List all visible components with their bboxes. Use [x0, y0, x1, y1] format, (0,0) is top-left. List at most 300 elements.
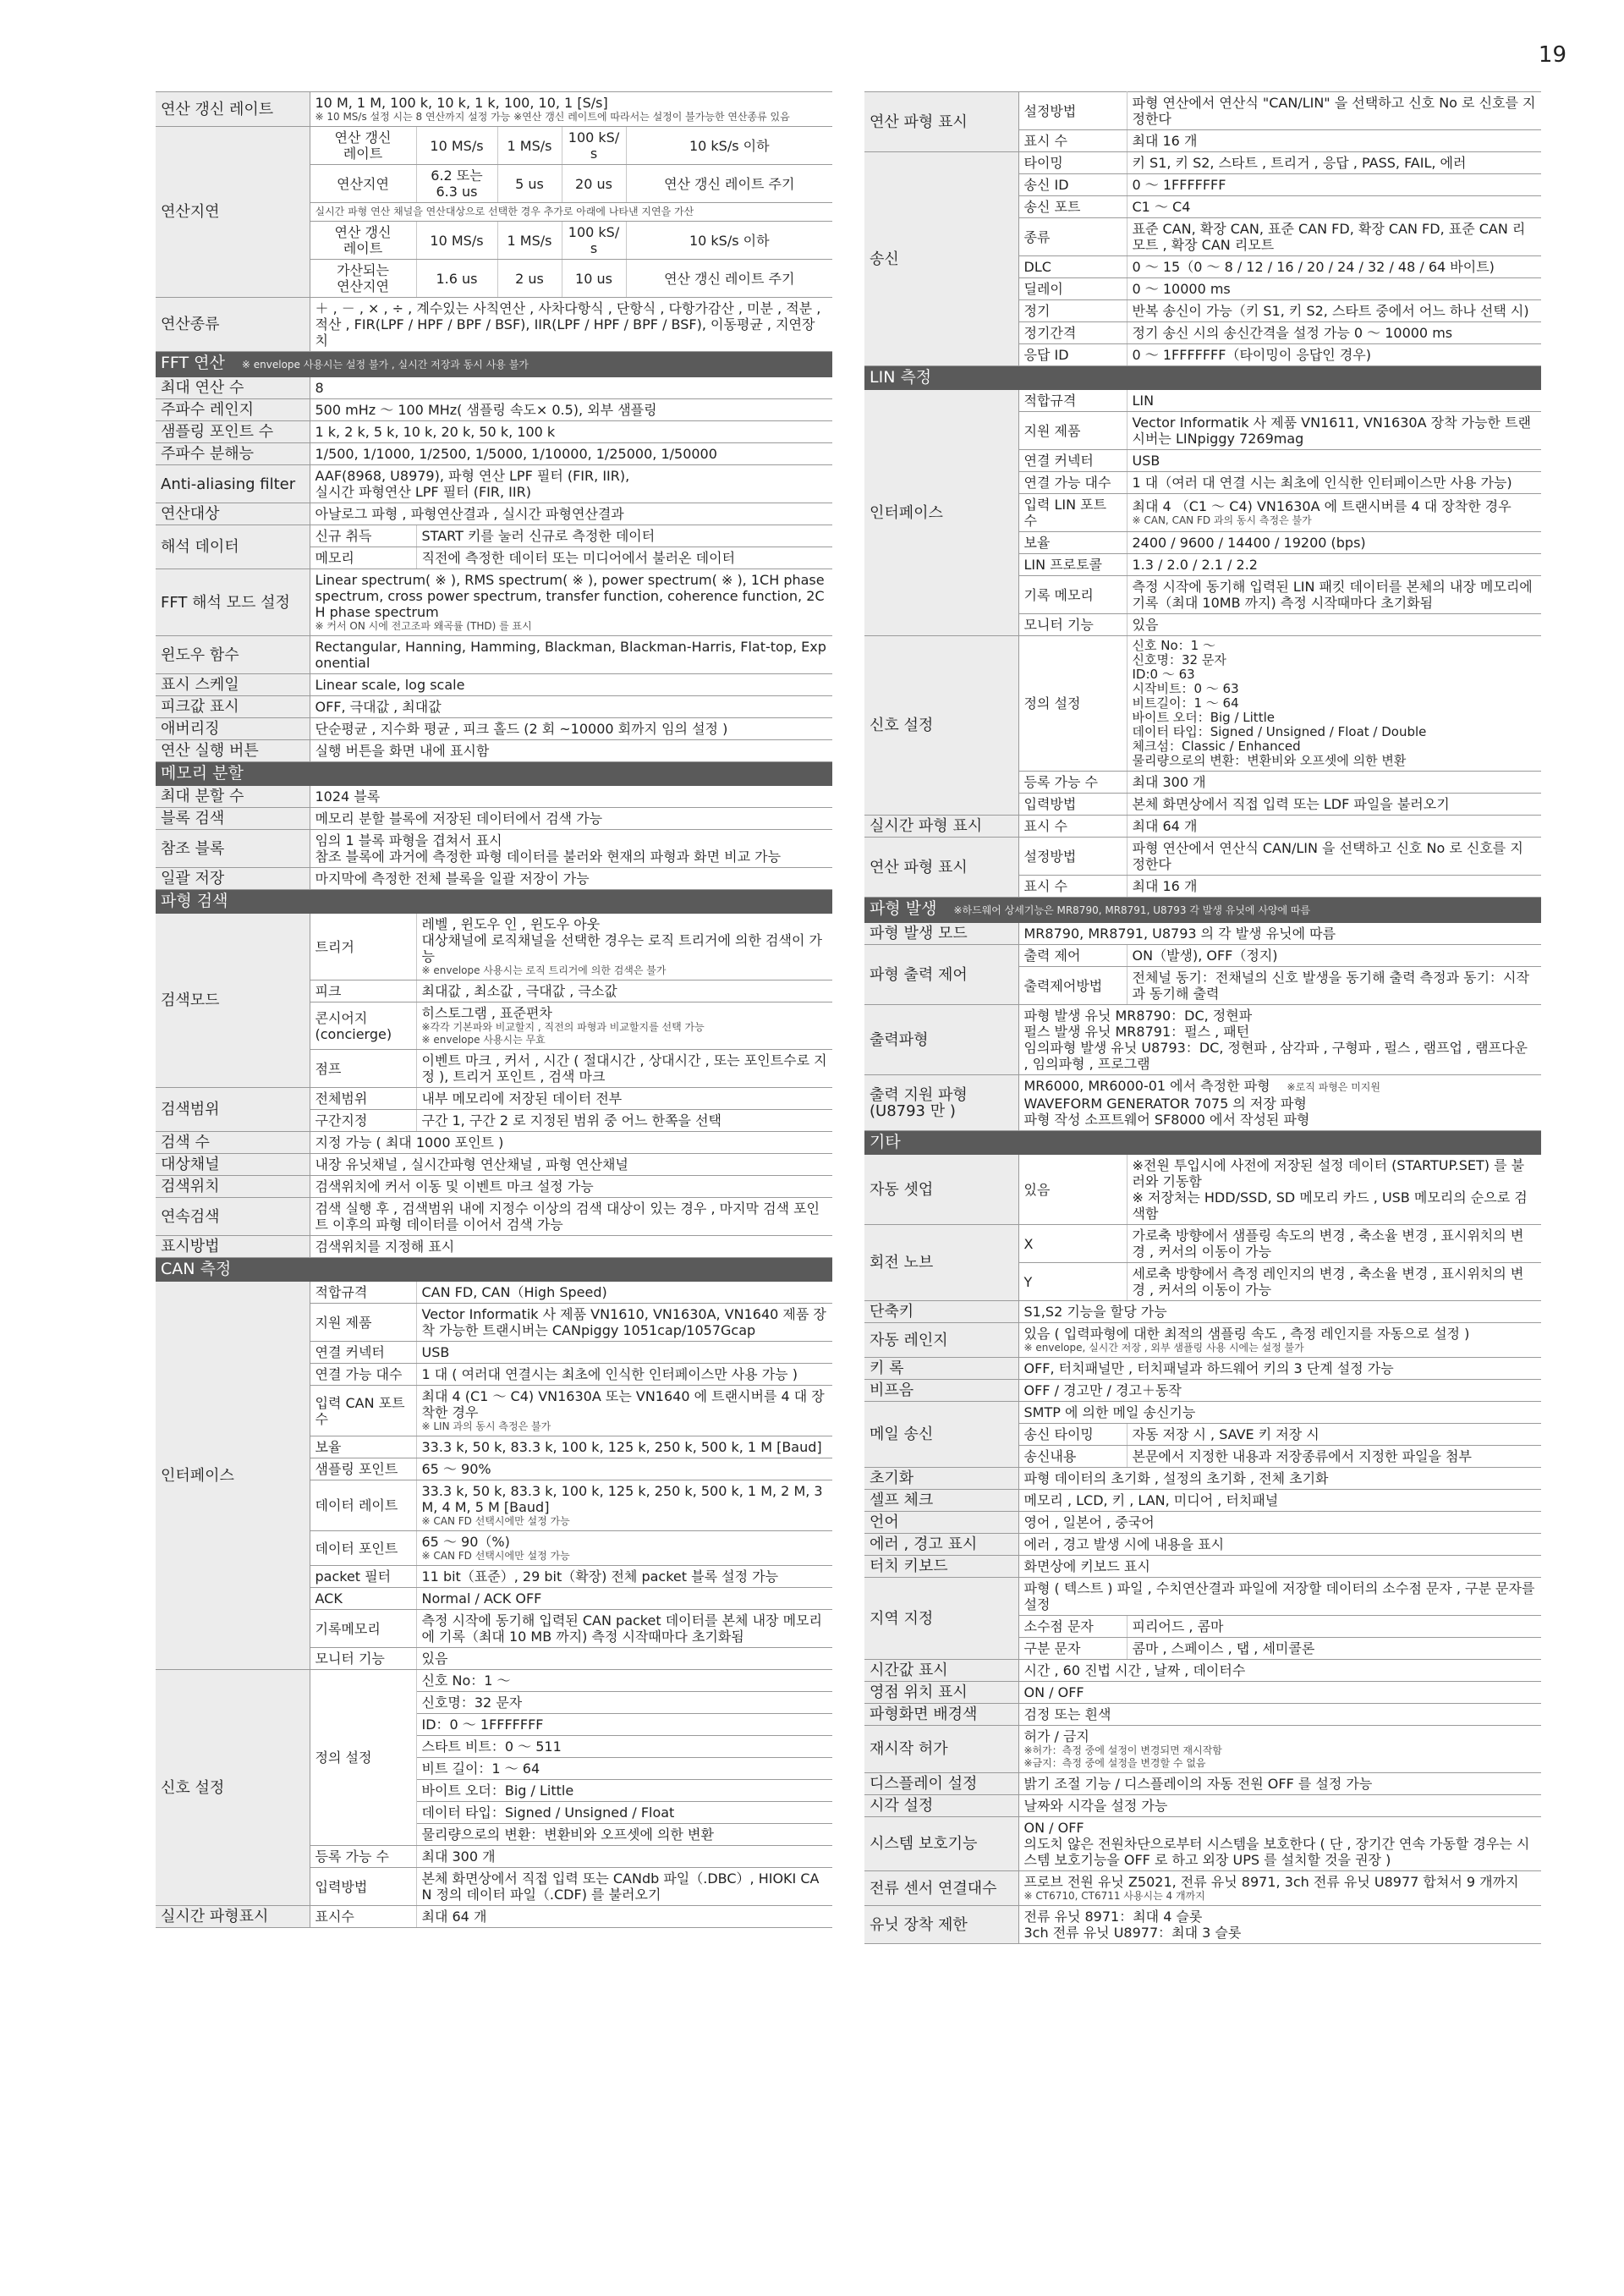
row-value: 1.3 / 2.0 / 2.1 / 2.2	[1127, 554, 1541, 576]
spec-row	[156, 868, 832, 890]
sub-label: 딜레이	[1018, 278, 1127, 300]
spec-row	[156, 914, 832, 980]
grid-header: 가산되는 연산지연	[310, 260, 416, 298]
sub-label: 정의 설정	[310, 1670, 416, 1846]
sub-label: 적합규격	[1018, 390, 1127, 412]
spec-row	[864, 1795, 1541, 1817]
note-text: ※ 커서 ON 시에 전고조파 왜곡률 (THD) 를 표시	[315, 620, 532, 632]
row-value: 0 ～ 1FFFFFFF	[1127, 174, 1541, 196]
row-value	[416, 914, 832, 980]
row-value: 날짜와 시각을 설정 가능	[1018, 1795, 1541, 1817]
row-label: 대상채널	[156, 1154, 310, 1176]
row-value: 1 대（여러 대 연결 시는 최초에 인식한 인터페이스만 사용 가능)	[1127, 472, 1541, 494]
spec-row	[864, 1155, 1541, 1225]
spec-row	[156, 525, 832, 547]
section-title: LIN 측정	[864, 366, 1541, 390]
row-label: 자동 레인지	[864, 1323, 1018, 1358]
row-label: 블록 검색	[156, 808, 310, 830]
row-value: 측정 시작에 동기해 입력된 LIN 패킷 데이터를 본체의 내장 메모리에 기록（최대 10MB 까지) 측정 시작때마다 초기화됨	[1127, 576, 1541, 614]
row-value: LIN	[1127, 390, 1541, 412]
grid-cell: 10 MS/s	[416, 127, 497, 165]
value-text: 프로브 전원 유닛 Z5021, 전류 유닛 8971, 3ch 전류 유닛 U8977 합쳐서 9 개까지	[1023, 1874, 1519, 1890]
row-value: 메모리 분할 블록에 저장된 데이터에서 검색 가능	[310, 808, 832, 830]
spec-row	[864, 1578, 1541, 1616]
spec-row	[864, 945, 1541, 967]
grid-header: 연산 갱신 레이트	[310, 222, 416, 260]
row-value: ※전원 투입시에 사전에 저장된 설정 데이터 (STARTUP.SET) 를 불러와 기동함 ※ 저장처는 HDD/SSD, SD 메모리 카드 , USB 메모리의 순으로 검색함	[1127, 1155, 1541, 1225]
grid-header: 연산지연	[310, 165, 416, 203]
row-value: 마지막에 측정한 전체 블록을 일괄 저장이 가능	[310, 868, 832, 890]
row-value: AAF(8968, U8979), 파형 연산 LPF 필터 (FIR, IIR), 실시간 파형연산 LPF 필터 (FIR, IIR)	[310, 465, 832, 503]
grid-cell: 20 us	[562, 165, 626, 203]
grid-cell: 1 MS/s	[497, 127, 562, 165]
section-note: ※ envelope 사용시는 설정 불가 , 실시간 저장과 동시 사용 불가	[241, 359, 529, 371]
section-title-text: FFT 연산	[161, 354, 225, 372]
row-label: 파형 출력 제어	[864, 945, 1018, 1005]
sub-label: 보율	[1018, 532, 1127, 554]
row-value: ON / OFF	[1018, 1682, 1541, 1704]
row-label: 단축키	[864, 1301, 1018, 1323]
section-title	[156, 352, 832, 377]
row-label: 출력파형	[864, 1005, 1018, 1075]
sub-label: 전체범위	[310, 1088, 416, 1110]
row-value: S1,S2 기능을 할당 가능	[1018, 1301, 1541, 1323]
sub-label: 연결 가능 대수	[310, 1364, 416, 1386]
row-label: 인터페이스	[156, 1282, 310, 1670]
note-text: ※ CAN FD 선택시에만 설정 가능	[421, 1550, 570, 1562]
sub-label: 모니터 기능	[310, 1648, 416, 1670]
sub-label: 연결 커넥터	[310, 1342, 416, 1364]
row-value: 키 S1, 키 S2, 스타트 , 트리거 , 응답 , PASS, FAIL, 에러	[1127, 152, 1541, 174]
row-label: 연산 파형 표시	[864, 92, 1018, 152]
row-value: 직전에 측정한 데이터 또는 미디어에서 불러온 데이터	[416, 547, 832, 569]
value-text: MR6000, MR6000-01 에서 측정한 파형	[1023, 1078, 1270, 1094]
row-value: 11 bit（표준）, 29 bit（확장) 전체 packet 블록 설정 가능	[416, 1566, 832, 1588]
spec-row	[156, 786, 832, 808]
row-value: 본체 화면상에서 직접 입력 또는 LDF 파일을 불러오기	[1127, 794, 1541, 816]
row-value: 신호 No：1 ～ 신호명：32 문자 ID:0 ～ 63 시작비트：0 ～ 63 비트길이：1 ～ 64 바이트 오더：Big / Little 데이터 타입：Signed / Unsigned / Float / Double 체크섬：Classic / Enhanced 물리량으로의 변환：변환비와 오프셋에 의한 변환	[1127, 636, 1541, 772]
row-value: USB	[416, 1342, 832, 1364]
row-label: 셀프 체크	[864, 1490, 1018, 1512]
spec-row	[156, 503, 832, 525]
sub-label: 입력방법	[1018, 794, 1127, 816]
row-value: 데이터 타입：Signed / Unsigned / Float	[416, 1802, 832, 1824]
spec-row	[864, 1704, 1541, 1726]
row-value: 전체널 동기：전채널의 신호 발생을 동기해 출력 측정과 동기：시작과 동기해 출력	[1127, 967, 1541, 1005]
spec-row	[864, 923, 1541, 945]
row-label: 피크값 표시	[156, 696, 310, 718]
sub-label: 종류	[1018, 218, 1127, 256]
spec-row	[156, 1282, 832, 1304]
grid-cell: 100 kS/s	[562, 127, 626, 165]
row-label: 인터페이스	[864, 390, 1018, 636]
row-value: 검색 실행 후 , 검색범위 내에 지정수 이상의 검색 대상이 있는 경우 , 마지막 검색 포인트 이후의 파형 데이터를 이어서 검색 가능	[310, 1198, 832, 1236]
row-value: 신호 No：1 ～	[416, 1670, 832, 1692]
sub-label: 표시 수	[1018, 876, 1127, 898]
spec-row	[864, 1726, 1541, 1773]
row-value: Normal / ACK OFF	[416, 1588, 832, 1610]
row-label: Anti-aliasing filter	[156, 465, 310, 503]
row-value: 0 ～ 15（0 ～ 8 / 12 / 16 / 20 / 24 / 32 / 48 / 64 바이트)	[1127, 256, 1541, 278]
row-label: 연산종류	[156, 298, 310, 352]
note-text: ※ CAN, CAN FD 과의 동시 측정은 불가	[1132, 514, 1312, 526]
spec-row	[156, 465, 832, 503]
row-label: 터치 키보드	[864, 1556, 1018, 1578]
row-value: 메모리 , LCD, 키 , LAN, 미디어 , 터치패널	[1018, 1490, 1541, 1512]
row-value: 있음	[1127, 614, 1541, 636]
spec-row	[156, 421, 832, 443]
left-spec-table	[156, 91, 832, 1928]
note-text: ※ 10 MS/s 설정 시는 8 연산까지 설정 가능 ※연산 갱신 레이트에 따라서는 설정이 불가능한 연산종류 있음	[315, 111, 790, 123]
spec-row	[864, 1534, 1541, 1556]
row-value: 33.3 k, 50 k, 83.3 k, 100 k, 125 k, 250 k, 500 k, 1 M [Baud]	[416, 1436, 832, 1458]
section-header-generator	[864, 898, 1541, 923]
row-value: Linear scale, log scale	[310, 674, 832, 696]
row-label: 시간값 표시	[864, 1660, 1018, 1682]
row-label: 시스템 보호기능	[864, 1817, 1018, 1871]
sub-label: 타이밍	[1018, 152, 1127, 174]
sub-label: 설정방법	[1018, 92, 1127, 130]
spec-row	[864, 152, 1541, 174]
section-title: 파형 검색	[156, 890, 832, 914]
row-value: 실행 버튼을 화면 내에 표시함	[310, 740, 832, 762]
row-value: 내부 메모리에 저장된 데이터 전부	[416, 1088, 832, 1110]
spec-row	[156, 1906, 832, 1928]
row-value	[1018, 1075, 1541, 1131]
row-label: 비프음	[864, 1380, 1018, 1402]
sub-label: 표시 수	[1018, 816, 1127, 838]
sub-label: 신규 취득	[310, 525, 416, 547]
row-value: 파형 발생 유닛 MR8790：DC, 정현파 펄스 발생 유닛 MR8791：펄스 , 패턴 임의파형 발생 유닛 U8793：DC, 정현파 , 삼각파 , 구형파 , 펄스 , 램프업 , 램프다운 , 임의파형 , 프로그램	[1018, 1005, 1541, 1075]
row-value: OFF / 경고만 / 경고＋동작	[1018, 1380, 1541, 1402]
spec-row	[864, 838, 1541, 876]
spec-row	[864, 816, 1541, 838]
spec-row	[156, 298, 832, 352]
sub-label: 점프	[310, 1050, 416, 1088]
note-text: ※로직 파형은 미지원	[1287, 1081, 1380, 1093]
row-label: 신호 설정	[156, 1670, 310, 1906]
row-value: 최대 300 개	[1127, 772, 1541, 794]
sub-label: 설정방법	[1018, 838, 1127, 876]
row-label: 주파수 레인지	[156, 399, 310, 421]
spec-row	[156, 740, 832, 762]
value-text: 허가 / 금지	[1023, 1728, 1089, 1744]
spec-row	[156, 718, 832, 740]
spec-row	[864, 1358, 1541, 1380]
sub-label: LIN 프로토콜	[1018, 554, 1127, 576]
spec-row	[864, 636, 1541, 772]
row-label: 시각 설정	[864, 1795, 1018, 1817]
sub-label: 기록 메모리	[1018, 576, 1127, 614]
spec-row	[156, 1088, 832, 1110]
row-value	[416, 1386, 832, 1436]
spec-row	[864, 1660, 1541, 1682]
row-label: 실시간 파형표시	[156, 1906, 310, 1928]
spec-row	[864, 1075, 1541, 1131]
row-value: 65 ～ 90%	[416, 1458, 832, 1480]
row-value: 물리량으로의 변환：변환비와 오프셋에 의한 변환	[416, 1824, 832, 1846]
grid-cell: 6.2 또는 6.3 us	[416, 165, 497, 203]
sub-label: 정기	[1018, 300, 1127, 322]
row-value: 있음	[416, 1648, 832, 1670]
row-value: 파형 데이터의 초기화 , 설정의 초기화 , 전체 초기화	[1018, 1468, 1541, 1490]
spec-row	[156, 636, 832, 674]
row-label: 초기화	[864, 1468, 1018, 1490]
note-cell	[310, 203, 832, 222]
sub-label: 출력 제어	[1018, 945, 1127, 967]
row-label: 검색위치	[156, 1176, 310, 1198]
row-value: USB	[1127, 450, 1541, 472]
note-text: 실시간 파형 연산 채널을 연산대상으로 선택한 경우 추가로 아래에 나타낸 지연을 가산	[315, 206, 694, 217]
row-value: START 키를 눌러 신규로 측정한 데이터	[416, 525, 832, 547]
sub-label: 구간지정	[310, 1110, 416, 1132]
sub-label: X	[1018, 1225, 1127, 1263]
value-text: 있음 ( 입력파형에 대한 최적의 샘플링 속도 , 측정 레인지를 자동으로 설정 )	[1023, 1326, 1470, 1342]
section-header-memory	[156, 762, 832, 786]
row-value: 0 ～ 1FFFFFFF（타이밍이 응답인 경우)	[1127, 344, 1541, 366]
row-label: 파형 발생 모드	[864, 923, 1018, 945]
row-value: 측정 시작에 동기해 입력된 CAN packet 데이터를 본체 내장 메모리에 기록（최대 10 MB 까지) 측정 시작때마다 초기화됨	[416, 1610, 832, 1648]
row-value: CAN FD, CAN（High Speed)	[416, 1282, 832, 1304]
row-label: 파형화면 배경색	[864, 1704, 1018, 1726]
spec-row	[156, 1670, 832, 1692]
row-label: 전류 센서 연결대수	[864, 1871, 1018, 1906]
section-header-lin	[864, 366, 1541, 390]
value-text: WAVEFORM GENERATOR 7075 의 저장 파형 파형 작성 소프트웨어 SF8000 에서 작성된 파형	[1023, 1096, 1310, 1128]
row-value: 피리어드 , 콤마	[1127, 1616, 1541, 1638]
row-label: 유닛 장착 제한	[864, 1906, 1018, 1944]
sub-label: 샘플링 포인트	[310, 1458, 416, 1480]
section-title-text: 파형 발생	[870, 899, 937, 918]
row-value: 전류 유닛 8971：최대 4 슬롯 3ch 전류 유닛 U8977：최대 3 슬롯	[1018, 1906, 1541, 1944]
sub-label: Y	[1018, 1263, 1127, 1301]
row-value: 0 ～ 10000 ms	[1127, 278, 1541, 300]
sub-label: 있음	[1018, 1155, 1127, 1225]
spec-row	[156, 1198, 832, 1236]
spec-row	[864, 1817, 1541, 1871]
sub-label: ACK	[310, 1588, 416, 1610]
row-label: 연산대상	[156, 503, 310, 525]
sub-label: DLC	[1018, 256, 1127, 278]
sub-label: 지원 제품	[1018, 412, 1127, 450]
note-text: ※ envelope, 실시간 저장 , 외부 샘플링 사용 시에는 설정 불가	[1023, 1342, 1304, 1354]
row-value: 최대 16 개	[1127, 130, 1541, 152]
row-value	[1018, 1726, 1541, 1773]
sub-label: 송신 타이밍	[1018, 1424, 1127, 1446]
row-value: 시간 , 60 진법 시간 , 날짜 , 데이터수	[1018, 1660, 1541, 1682]
section-header-fft	[156, 352, 832, 377]
row-value	[1018, 1323, 1541, 1358]
note-text: ※ LIN 과의 동시 측정은 불가	[421, 1420, 551, 1432]
spec-row	[864, 1906, 1541, 1944]
sub-label: 피크	[310, 980, 416, 1002]
value-text: 65 ～ 90（%)	[421, 1534, 510, 1550]
row-label: 재시작 허가	[864, 1726, 1018, 1773]
row-label: 최대 분할 수	[156, 786, 310, 808]
spec-row	[864, 1512, 1541, 1534]
right-spec-table	[864, 91, 1541, 1944]
row-value: 반복 송신이 가능（키 S1, 키 S2, 스타트 중에서 어느 하나 선택 시)	[1127, 300, 1541, 322]
spec-row	[864, 390, 1541, 412]
row-value: 아날로그 파형 , 파형연산결과 , 실시간 파형연산결과	[310, 503, 832, 525]
sub-label: 표시 수	[1018, 130, 1127, 152]
spec-row	[156, 808, 832, 830]
row-label: 연속검색	[156, 1198, 310, 1236]
row-value	[310, 92, 832, 127]
row-label: 메일 송신	[864, 1402, 1018, 1468]
row-value: ON（발생), OFF（정지)	[1127, 945, 1541, 967]
sub-label: 적합규격	[310, 1282, 416, 1304]
spec-row	[864, 1323, 1541, 1358]
section-header-can	[156, 1258, 832, 1282]
value-text: Linear spectrum( ※ ), RMS spectrum( ※ ), power spectrum( ※ ), 1CH phase spectrum, cross power spectrum, transfer function, coherence function, 2CH phase spectrum	[315, 572, 825, 620]
note-text: ※ envelope 사용시는 무효	[421, 1034, 546, 1046]
spec-row	[156, 1154, 832, 1176]
spec-row	[864, 1301, 1541, 1323]
row-value: 본문에서 지정한 내용과 저장종류에서 지정한 파일을 첨부	[1127, 1446, 1541, 1468]
spec-row	[156, 1132, 832, 1154]
grid-cell: 10 kS/s 이하	[626, 222, 832, 260]
sub-label: 입력 LIN 포트 수	[1018, 494, 1127, 532]
value-text: 10 M, 1 M, 100 k, 10 k, 1 k, 100, 10, 1 [S/s]	[315, 95, 608, 111]
spec-row	[156, 1176, 832, 1198]
grid-cell: 연산 갱신 레이트 주기	[626, 165, 832, 203]
row-value: 콤마 , 스페이스 , 탭 , 세미콜론	[1127, 1638, 1541, 1660]
row-label: 연산 갱신 레이트	[156, 92, 310, 127]
sub-label: 출력제어방법	[1018, 967, 1127, 1005]
row-value: 1 대 ( 여러대 연결시는 최초에 인식한 인터페이스만 사용 가능 )	[416, 1364, 832, 1386]
row-label: 에러 , 경고 표시	[864, 1534, 1018, 1556]
row-value: Rectangular, Hanning, Hamming, Blackman, Blackman-Harris, Flat-top, Exponential	[310, 636, 832, 674]
sub-label: 입력 CAN 포트 수	[310, 1386, 416, 1436]
row-value: 검정 또는 흰색	[1018, 1704, 1541, 1726]
spec-row	[156, 1236, 832, 1258]
row-value: OFF, 극대값 , 최대값	[310, 696, 832, 718]
row-value: 신호명：32 문자	[416, 1692, 832, 1714]
note-text: ※ CT6710, CT6711 사용시는 4 개까지	[1023, 1890, 1205, 1902]
sub-label: 기록메모리	[310, 1610, 416, 1648]
sub-label: 표시수	[310, 1906, 416, 1928]
row-value: 1 k, 2 k, 5 k, 10 k, 20 k, 50 k, 100 k	[310, 421, 832, 443]
row-label: 일괄 저장	[156, 868, 310, 890]
spec-row	[864, 1225, 1541, 1263]
spec-row	[156, 569, 832, 636]
row-label: 해석 데이터	[156, 525, 310, 569]
sub-label: 정의 설정	[1018, 636, 1127, 772]
row-value	[310, 569, 832, 636]
row-value: 파형 연산에서 연산식 "CAN/LIN" 을 선택하고 신호 No 로 신호를 지정한다	[1127, 92, 1541, 130]
row-value: 화면상에 키보드 표시	[1018, 1556, 1541, 1578]
grid-cell: 10 kS/s 이하	[626, 127, 832, 165]
row-label: 신호 설정	[864, 636, 1018, 816]
row-value: 에러 , 경고 발생 시에 내용을 표시	[1018, 1534, 1541, 1556]
row-label: 샘플링 포인트 수	[156, 421, 310, 443]
row-value: 검색위치를 지정해 표시	[310, 1236, 832, 1258]
sub-label: 연결 커넥터	[1018, 450, 1127, 472]
row-value: C1 ～ C4	[1127, 196, 1541, 218]
row-label: 키 록	[864, 1358, 1018, 1380]
row-label: 주파수 분해능	[156, 443, 310, 465]
row-value	[1018, 1871, 1541, 1906]
row-value: OFF, 터치패널만 , 터치패널과 하드웨어 키의 3 단계 설정 가능	[1018, 1358, 1541, 1380]
spec-row	[156, 830, 832, 868]
grid-cell: 10 MS/s	[416, 222, 497, 260]
spec-row	[864, 1682, 1541, 1704]
sub-label: 트리거	[310, 914, 416, 980]
note-text: ※금지：측정 중에 설정을 변경할 수 없음	[1023, 1757, 1206, 1769]
row-label: 애버리징	[156, 718, 310, 740]
row-value: 500 mHz ～ 100 MHz( 샘플링 속도× 0.5), 외부 샘플링	[310, 399, 832, 421]
sub-label: 정기간격	[1018, 322, 1127, 344]
row-value: 지정 가능 ( 최대 1000 포인트 )	[310, 1132, 832, 1154]
sub-label: 메모리	[310, 547, 416, 569]
row-value: 영어 , 일본어 , 중국어	[1018, 1512, 1541, 1534]
row-label: 참조 블록	[156, 830, 310, 868]
sub-label: 입력방법	[310, 1868, 416, 1906]
row-value	[416, 1480, 832, 1531]
row-value: 최대 64 개	[416, 1906, 832, 1928]
row-value: ON / OFF 의도치 않은 전원차단으로부터 시스템을 보호한다 ( 단 , 장기간 연속 가동할 경우는 시스템 보호기능을 OFF 로 하고 외장 UPS 를 설치할 것을 권장 )	[1018, 1817, 1541, 1871]
row-value: 정기 송신 시의 송신간격을 설정 가능 0 ～ 10000 ms	[1127, 322, 1541, 344]
row-label: 디스플레이 설정	[864, 1773, 1018, 1795]
value-text: 최대 4 (C1 ～ C4) VN1630A 또는 VN1640 에 트랜시버를 4 대 장착한 경우	[421, 1388, 825, 1420]
row-value: 1/500, 1/1000, 1/2500, 1/5000, 1/10000, 1/25000, 1/50000	[310, 443, 832, 465]
spec-row	[864, 1871, 1541, 1906]
row-value: 검색위치에 커서 이동 및 이벤트 마크 설정 가능	[310, 1176, 832, 1198]
grid-header: 연산 갱신 레이트	[310, 127, 416, 165]
page-number: 19	[1538, 42, 1566, 68]
row-value: 비트 길이：1 ～ 64	[416, 1758, 832, 1780]
section-title: CAN 측정	[156, 1258, 832, 1282]
row-value	[416, 1002, 832, 1050]
spec-row	[864, 1468, 1541, 1490]
note-text: ※ envelope 사용시는 로직 트리거에 의한 검색은 불가	[421, 964, 667, 976]
note-text: ※허가：측정 중에 설정이 변경되면 재시작함	[1023, 1744, 1222, 1756]
row-value: 내장 유닛채널 , 실시간파형 연산채널 , 파형 연산채널	[310, 1154, 832, 1176]
row-value: 임의 1 블록 파형을 겹쳐서 표시 참조 블록에 과거에 측정한 파형 데이터를 불러와 현재의 파형과 화면 비교 가능	[310, 830, 832, 868]
row-label: 윈도우 함수	[156, 636, 310, 674]
row-value: 1024 블록	[310, 786, 832, 808]
spec-row	[156, 674, 832, 696]
grid-cell: 1.6 us	[416, 260, 497, 298]
value-text: 히스토그램 , 표준편차	[421, 1005, 552, 1021]
row-label: 표시 스케일	[156, 674, 310, 696]
section-title: 메모리 분할	[156, 762, 832, 786]
row-value: 최대 64 개	[1127, 816, 1541, 838]
sub-label: 콘시어지 (concierge)	[310, 1002, 416, 1050]
sub-label: 등록 가능 수	[1018, 772, 1127, 794]
sub-label: 모니터 기능	[1018, 614, 1127, 636]
section-note: ※하드웨어 상세기능은 MR8790, MR8791, U8793 각 발생 유닛에 사양에 따름	[953, 904, 1311, 916]
row-value: 8	[310, 377, 832, 399]
sub-label: 송신 ID	[1018, 174, 1127, 196]
row-label: 검색범위	[156, 1088, 310, 1132]
spec-row	[156, 443, 832, 465]
row-label: 자동 셋업	[864, 1155, 1018, 1225]
row-value: 표준 CAN, 확장 CAN, 표준 CAN FD, 확장 CAN FD, 표준 CAN 리모트 , 확장 CAN 리모트	[1127, 218, 1541, 256]
sub-label: 응답 ID	[1018, 344, 1127, 366]
row-value: Vector Informatik 사 제품 VN1611, VN1630A 장착 가능한 트랜시버는 LINpiggy 7269mag	[1127, 412, 1541, 450]
row-value: SMTP 에 의한 메일 송신기능	[1018, 1402, 1541, 1424]
row-value: 스타트 비트：0 ～ 511	[416, 1736, 832, 1758]
row-label: 표시방법	[156, 1236, 310, 1258]
row-value: 자동 저장 시 , SAVE 키 저장 시	[1127, 1424, 1541, 1446]
sub-label: 연결 가능 대수	[1018, 472, 1127, 494]
grid-cell: 2 us	[497, 260, 562, 298]
sub-label: packet 필터	[310, 1566, 416, 1588]
sub-label: 송신 포트	[1018, 196, 1127, 218]
row-value: 바이트 오더：Big / Little	[416, 1780, 832, 1802]
